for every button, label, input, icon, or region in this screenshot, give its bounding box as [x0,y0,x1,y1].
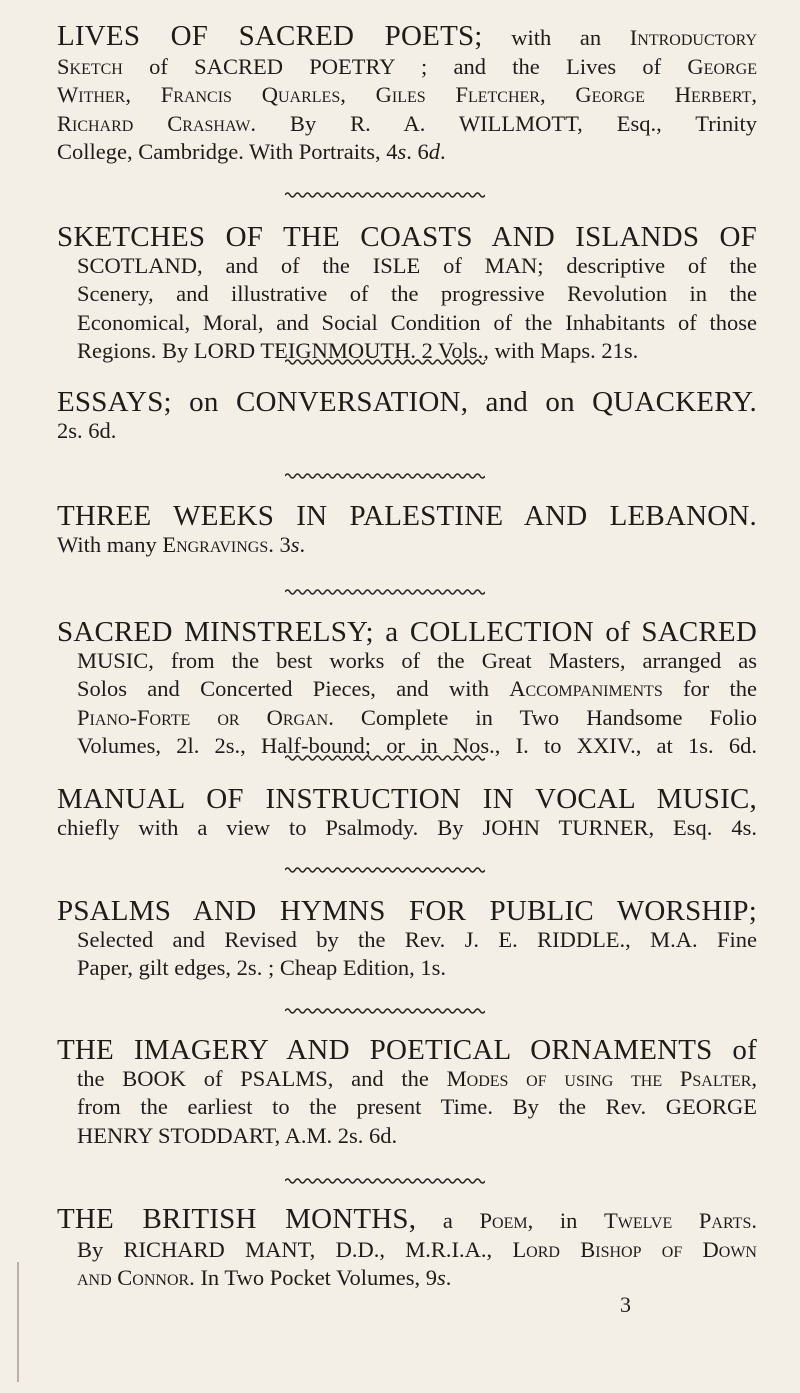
entry-line: Richard Crashaw. By R. A. WILLMOTT, Esq., Trinity [57,110,757,136]
catalogue-entry [57,22,757,167]
catalogue-entry [57,785,757,842]
wavy-divider [285,754,485,762]
entry-title-line: THE BRITISH MONTHS, a Poem, in Twelve Parts. [57,1203,757,1235]
page-edge-mark [17,1262,19,1382]
wavy-divider [285,472,485,480]
entry-line: Economical, Moral, and Social Condition of the Inhabitants of those [77,309,757,335]
entry-title-line: THE IMAGERY AND POETICAL ORNAMENTS of [57,1034,757,1066]
entry-line: With many Engravings. 3s. [57,531,306,557]
entry-title-line: ESSAYS; on CONVERSATION, and on QUACKERY. [57,386,757,418]
catalogue-entry [57,618,757,761]
entry-title-line: LIVES OF SACRED POETS; with an Introductory [57,20,757,52]
entry-line: Piano-Forte or Organ. Complete in Two Handsome Folio [77,704,757,730]
entry-title-line: PSALMS AND HYMNS FOR PUBLIC WORSHIP; [57,895,757,927]
wavy-divider [285,1177,485,1185]
entry-title-line: THREE WEEKS IN PALESTINE AND LEBANON. [57,500,757,532]
entry-line: 2s. 6d. [57,417,117,443]
wavy-divider [285,358,485,366]
catalogue-entry [57,223,757,366]
wavy-divider [285,588,485,596]
page-number: 3 [620,1292,631,1317]
wavy-divider [285,866,485,874]
entry-line: from the earliest to the present Time. By the Rev. GEORGE [77,1094,757,1119]
wavy-divider [285,1007,485,1015]
entry-line: Selected and Revised by the Rev. J. E. RIDDLE., M.A. Fine [77,926,757,952]
entry-line: HENRY STODDART, A.M. 2s. 6d. [77,1122,398,1148]
entry-line: Regions. By LORD TEIGNMOUTH. 2 Vols., with Maps. 21s. [77,338,639,363]
entry-line: Scenery, and illustrative of the progressive Revolution in the [77,281,757,306]
entry-line: chiefly with a view to Psalmody. By JOHN TURNER, Esq. 4s. [57,814,757,840]
entry-line: Volumes, 2l. 2s., Half-bound; or in Nos., I. to XXIV., at 1s. 6d. [77,733,757,758]
entry-line: Paper, gilt edges, 2s. ; Cheap Edition, 1s. [77,955,447,980]
catalogue-entry [57,388,757,445]
entry-title-line: SKETCHES OF THE COASTS AND ISLANDS OF [57,221,757,253]
catalogue-entry [57,502,757,559]
wavy-divider [285,191,485,199]
entry-line: and Connor. In Two Pocket Volumes, 9s. [77,1265,452,1290]
catalogue-entry [57,1205,757,1293]
entry-line: College, Cambridge. With Portraits, 4s. 6d. [57,139,446,164]
catalogue-entry [57,1036,757,1150]
entry-title-line: MANUAL OF INSTRUCTION IN VOCAL MUSIC, [57,783,757,815]
entry-line: MUSIC, from the best works of the Great Masters, arranged as [77,647,757,673]
entry-line: Sketch of SACRED POETRY ; and the Lives of George [57,53,757,79]
entry-line: the BOOK of PSALMS, and the Modes of using the Psalter, [77,1065,757,1091]
entry-line: By RICHARD MANT, D.D., M.R.I.A., Lord Bishop of Down [77,1236,757,1262]
entry-title-line: SACRED MINSTRELSY; a COLLECTION of SACRED [57,616,757,648]
entry-line: SCOTLAND, and of the ISLE of MAN; descriptive of the [77,252,757,278]
entry-line: Solos and Concerted Pieces, and with Accompaniments for the [77,676,758,701]
catalogue-entry [57,897,757,983]
entry-line: Wither, Francis Quarles, Giles Fletcher, George Herbert, [57,82,757,107]
